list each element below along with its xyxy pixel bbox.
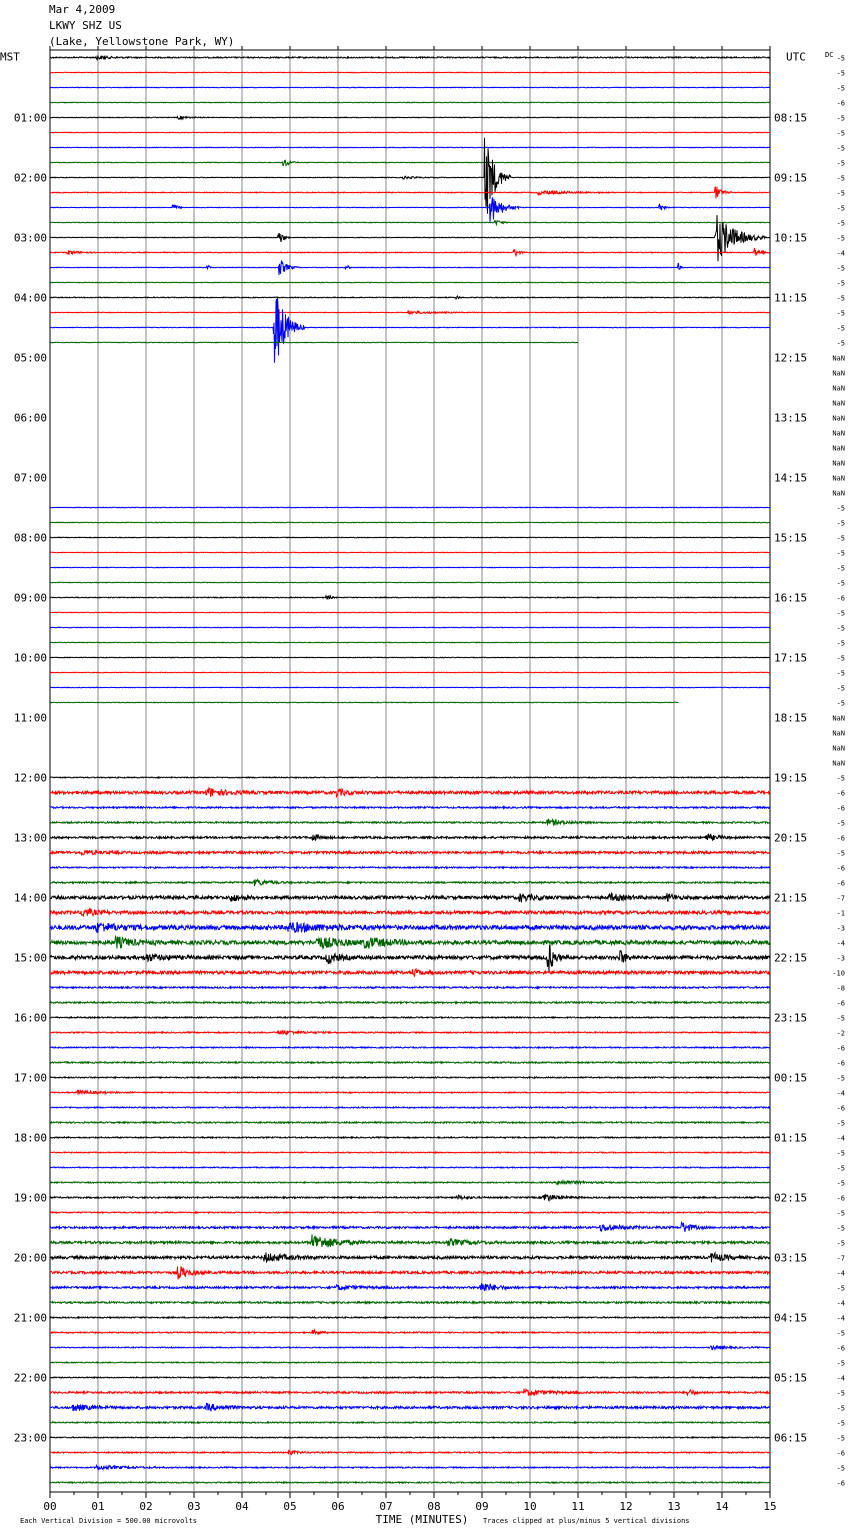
trace-row <box>50 936 770 948</box>
trace-row <box>50 1252 770 1262</box>
utc-hour-label: 17:15 <box>774 651 808 665</box>
utc-hour-label: 03:15 <box>774 1251 808 1265</box>
mst-hour-label: 15:00 <box>13 951 47 965</box>
x-tick-label: 07 <box>379 1500 393 1513</box>
dc-offset-label: -3 <box>836 954 845 963</box>
mst-hour-label: 18:00 <box>13 1131 47 1145</box>
dc-offset-label: -6 <box>836 594 845 603</box>
dc-offset-label: -6 <box>836 1449 845 1458</box>
scale-note: Each Vertical Division = 500.00 microvolts <box>20 1517 198 1525</box>
dc-offset-label: -5 <box>836 1359 845 1368</box>
chart-date: Mar 4,2009 <box>49 3 116 16</box>
trace-row <box>50 1047 770 1048</box>
dc-offset-label: NaN <box>832 759 845 768</box>
dc-offset-label: -7 <box>836 1254 845 1263</box>
trace-row <box>50 1062 770 1063</box>
mst-hour-label: 16:00 <box>13 1011 47 1025</box>
dc-offset-label: -5 <box>836 204 845 213</box>
trace-row <box>50 102 770 103</box>
dc-offset-label: -5 <box>836 1149 845 1158</box>
trace-row <box>50 807 770 809</box>
trace-row <box>50 1222 770 1232</box>
x-tick-label: 09 <box>475 1500 489 1513</box>
dc-offset-label: -6 <box>836 999 845 1008</box>
x-tick-label: 03 <box>187 1500 201 1513</box>
dc-offset-label: -5 <box>836 69 845 78</box>
mst-hour-label: 17:00 <box>13 1071 47 1085</box>
trace-row <box>50 1302 770 1304</box>
dc-offset-label: -5 <box>836 324 845 333</box>
clip-note: Traces clipped at plus/minus 5 vertical divisions <box>483 1517 690 1525</box>
dc-offset-label: NaN <box>832 744 845 753</box>
mst-hour-label: 02:00 <box>13 171 47 185</box>
chart-location: (Lake, Yellowstone Park, WY) <box>49 35 235 48</box>
dc-offset-label: NaN <box>832 414 845 423</box>
utc-hour-label: 14:15 <box>774 471 808 485</box>
dc-offset-label: -5 <box>836 1209 845 1218</box>
trace-row <box>50 1107 770 1108</box>
trace-row <box>50 1090 770 1095</box>
mst-hour-label: 14:00 <box>13 891 47 905</box>
trace-row <box>50 1194 770 1200</box>
dc-offset-label: -8 <box>836 984 845 993</box>
trace-row <box>50 657 770 658</box>
mst-hour-label: 03:00 <box>13 231 47 245</box>
trace-row <box>50 788 770 797</box>
mst-hour-label: 07:00 <box>13 471 47 485</box>
trace-row <box>50 1466 770 1470</box>
dc-offset-label: -5 <box>836 1119 845 1128</box>
dc-offset-label: -5 <box>836 54 845 63</box>
utc-hour-label: 01:15 <box>774 1131 808 1145</box>
utc-hour-label: 23:15 <box>774 1011 808 1025</box>
dc-offset-label: -5 <box>836 669 845 678</box>
utc-hour-label: 09:15 <box>774 171 808 185</box>
trace-row <box>50 1234 770 1247</box>
trace-row <box>50 777 770 778</box>
dc-offset-label: -5 <box>836 1224 845 1233</box>
trace-row <box>50 507 770 508</box>
trace-row <box>50 567 770 568</box>
trace-row <box>50 116 770 119</box>
utc-hour-label: 21:15 <box>774 891 808 905</box>
dc-offset-label: -5 <box>836 1074 845 1083</box>
dc-offset-label: NaN <box>832 399 845 408</box>
trace-row <box>50 1437 770 1438</box>
dc-offset-label: -5 <box>836 849 845 858</box>
trace-row <box>50 1152 770 1153</box>
dc-offset-label: -5 <box>836 1014 845 1023</box>
dc-offset-label: -6 <box>836 1479 845 1488</box>
utc-axis-label: UTC <box>786 50 806 64</box>
mst-hour-label: 10:00 <box>13 651 47 665</box>
trace-row <box>50 72 770 73</box>
x-tick-label: 08 <box>427 1500 441 1513</box>
utc-hour-label: 05:15 <box>774 1371 808 1385</box>
trace-row <box>50 552 770 553</box>
mst-hour-label: 20:00 <box>13 1251 47 1265</box>
trace-row <box>50 297 770 363</box>
trace-row <box>50 1362 770 1363</box>
trace-row <box>50 850 770 855</box>
trace-row <box>50 834 770 840</box>
mst-hour-label: 01:00 <box>13 111 47 125</box>
trace-row <box>50 282 770 283</box>
dc-offset-label: -5 <box>836 1419 845 1428</box>
trace-row <box>50 522 770 523</box>
x-tick-label: 14 <box>715 1500 729 1513</box>
trace-row <box>50 672 770 673</box>
x-tick-label: 01 <box>91 1500 105 1513</box>
dc-offset-label: -5 <box>836 1404 845 1413</box>
trace-row <box>50 1482 770 1483</box>
utc-hour-label: 04:15 <box>774 1311 808 1325</box>
trace-row <box>50 1212 770 1213</box>
mst-hour-label: 11:00 <box>13 711 47 725</box>
trace-row <box>50 160 770 166</box>
dc-offset-label: -5 <box>836 534 845 543</box>
trace-row <box>50 627 770 628</box>
x-tick-label: 12 <box>619 1500 633 1513</box>
utc-hour-label: 11:15 <box>774 291 808 305</box>
dc-offset-label: -6 <box>836 879 845 888</box>
dc-offset-label: -5 <box>836 519 845 528</box>
dc-offset-label: NaN <box>832 729 845 738</box>
trace-row <box>50 1404 770 1412</box>
dc-offset-label: -6 <box>836 1194 845 1203</box>
dc-offset-label: -5 <box>836 309 845 318</box>
trace-row <box>50 687 770 688</box>
dc-offset-label: NaN <box>832 474 845 483</box>
x-axis-title: TIME (MINUTES) <box>375 1513 469 1526</box>
dc-offset-label: -5 <box>836 129 845 138</box>
dc-offset-label: -6 <box>836 1104 845 1113</box>
trace-row <box>50 311 770 314</box>
trace-row <box>50 702 679 703</box>
dc-offset-label: -4 <box>836 939 845 948</box>
dc-offset-label: -5 <box>836 1464 845 1473</box>
trace-row <box>50 296 770 299</box>
trace-row <box>50 819 770 826</box>
utc-hour-label: 10:15 <box>774 231 808 245</box>
dc-offset-label: NaN <box>832 489 845 498</box>
dc-offset-label: -5 <box>836 549 845 558</box>
trace-row <box>50 537 770 538</box>
x-tick-label: 06 <box>331 1500 345 1513</box>
mst-hour-label: 06:00 <box>13 411 47 425</box>
trace-row <box>50 187 770 199</box>
dc-offset-label: -4 <box>836 1089 845 1098</box>
dc-offset-label: -6 <box>836 99 845 108</box>
utc-hour-label: 19:15 <box>774 771 808 785</box>
dc-offset-label: -1 <box>836 909 845 918</box>
dc-offset-label: -5 <box>836 504 845 513</box>
seismic-traces <box>50 56 770 1483</box>
dc-offset-label: NaN <box>832 714 845 723</box>
x-tick-label: 05 <box>283 1500 297 1513</box>
x-tick-label: 10 <box>523 1500 537 1513</box>
trace-row <box>50 969 770 977</box>
plot-frame <box>50 50 770 1492</box>
utc-hour-label: 12:15 <box>774 351 808 365</box>
trace-row <box>50 893 770 902</box>
trace-row <box>50 248 770 256</box>
trace-row <box>50 1283 770 1291</box>
mst-hour-label: 05:00 <box>13 351 47 365</box>
utc-hour-label: 00:15 <box>774 1071 808 1085</box>
trace-row <box>50 261 770 276</box>
mst-hour-label: 13:00 <box>13 831 47 845</box>
dc-offset-label: -5 <box>836 279 845 288</box>
trace-row <box>50 1377 770 1378</box>
dc-offset-label: -5 <box>836 234 845 243</box>
trace-row <box>50 1122 770 1123</box>
dc-offset-label: -4 <box>836 1374 845 1383</box>
dc-offset-label: -5 <box>836 1239 845 1248</box>
dc-offset-label: -10 <box>832 969 845 978</box>
trace-row <box>50 220 770 224</box>
utc-hour-label: 08:15 <box>774 111 808 125</box>
dc-offset-label: -5 <box>836 144 845 153</box>
trace-row <box>50 909 770 917</box>
dc-offset-label: -5 <box>836 114 845 123</box>
dc-offset-label: -5 <box>836 774 845 783</box>
trace-row <box>50 1167 770 1168</box>
utc-hour-label: 06:15 <box>774 1431 808 1445</box>
dc-offset-label: NaN <box>832 354 845 363</box>
dc-offset-label: NaN <box>832 369 845 378</box>
mst-hour-label: 09:00 <box>13 591 47 605</box>
time-grid <box>50 46 770 1498</box>
trace-row <box>50 945 770 972</box>
x-tick-label: 15 <box>763 1500 777 1513</box>
dc-offset-label: NaN <box>832 429 845 438</box>
dc-offset-label: NaN <box>832 384 845 393</box>
dc-header-label: DC <box>825 51 834 59</box>
mst-hour-label: 08:00 <box>13 531 47 545</box>
trace-row <box>50 867 770 868</box>
trace-row <box>50 147 770 148</box>
trace-row <box>50 138 770 214</box>
trace-row <box>50 56 770 60</box>
dc-offset-label: -5 <box>836 189 845 198</box>
dc-offset-label: -5 <box>836 639 845 648</box>
dc-offset-label: -5 <box>836 1329 845 1338</box>
mst-hour-label: 04:00 <box>13 291 47 305</box>
dc-offset-label: -5 <box>836 84 845 93</box>
dc-offset-label: -5 <box>836 264 845 273</box>
mst-hour-label: 21:00 <box>13 1311 47 1325</box>
trace-row <box>50 1017 770 1018</box>
x-tick-label: 02 <box>139 1500 153 1513</box>
dc-offset-label: -5 <box>836 1179 845 1188</box>
dc-offset-label: -5 <box>836 609 845 618</box>
dc-offset-label: -5 <box>836 699 845 708</box>
dc-offset-label: -3 <box>836 924 845 933</box>
trace-row <box>50 1030 770 1034</box>
dc-offset-label: -2 <box>836 1029 845 1038</box>
dc-offset-label: -5 <box>836 219 845 228</box>
trace-row <box>50 987 770 989</box>
trace-row <box>50 642 770 643</box>
trace-row <box>50 1317 770 1318</box>
x-tick-label: 04 <box>235 1500 249 1513</box>
x-tick-label: 00 <box>43 1500 57 1513</box>
trace-row <box>50 1330 770 1334</box>
mst-hour-label: 23:00 <box>13 1431 47 1445</box>
dc-offset-label: -5 <box>836 564 845 573</box>
dc-offset-label: -5 <box>836 684 845 693</box>
trace-row <box>50 87 770 88</box>
dc-offset-label: -5 <box>836 339 845 348</box>
mst-hour-label: 19:00 <box>13 1191 47 1205</box>
dc-offset-label: -4 <box>836 1299 845 1308</box>
dc-offset-label: -6 <box>836 1044 845 1053</box>
dc-offset-label: -5 <box>836 579 845 588</box>
utc-hour-label: 02:15 <box>774 1191 808 1205</box>
x-tick-label: 13 <box>667 1500 681 1513</box>
dc-offset-label: -6 <box>836 864 845 873</box>
dc-offset-label: -5 <box>836 624 845 633</box>
dc-offset-label: -5 <box>836 654 845 663</box>
utc-hour-label: 16:15 <box>774 591 808 605</box>
trace-row <box>50 582 770 583</box>
dc-offset-label: -5 <box>836 1389 845 1398</box>
trace-row <box>50 922 770 933</box>
dc-offset-label: -4 <box>836 249 845 258</box>
trace-row <box>50 1077 770 1078</box>
trace-row <box>50 1451 770 1455</box>
dc-offset-label: -6 <box>836 1344 845 1353</box>
dc-offset-label: -5 <box>836 1164 845 1173</box>
dc-offset-label: -5 <box>836 819 845 828</box>
utc-hour-label: 18:15 <box>774 711 808 725</box>
trace-row <box>50 132 770 133</box>
mst-axis-label: MST <box>0 50 20 64</box>
x-tick-label: 11 <box>571 1500 585 1513</box>
dc-offset-label: NaN <box>832 459 845 468</box>
mst-hour-label: 22:00 <box>13 1371 47 1385</box>
dc-offset-label: -4 <box>836 1269 845 1278</box>
utc-hour-label: 22:15 <box>774 951 808 965</box>
chart-station: LKWY SHZ US <box>49 19 122 32</box>
trace-row <box>50 1181 770 1185</box>
utc-hour-label: 13:15 <box>774 411 808 425</box>
utc-hour-label: 20:15 <box>774 831 808 845</box>
dc-offset-label: -5 <box>836 1434 845 1443</box>
trace-row <box>50 1389 770 1396</box>
trace-row <box>50 596 770 599</box>
trace-row <box>50 1137 770 1138</box>
trace-row <box>50 1422 770 1423</box>
trace-row <box>50 612 770 613</box>
trace-row <box>50 1002 770 1004</box>
dc-offset-label: -7 <box>836 894 845 903</box>
dc-offset-label: -6 <box>836 834 845 843</box>
dc-offset-label: -4 <box>836 1314 845 1323</box>
trace-row <box>50 1346 770 1350</box>
axis-labels <box>0 51 845 1527</box>
mst-hour-label: 12:00 <box>13 771 47 785</box>
trace-row <box>50 197 770 222</box>
dc-offset-label: -5 <box>836 294 845 303</box>
dc-offset-label: -6 <box>836 1059 845 1068</box>
dc-offset-label: -5 <box>836 159 845 168</box>
utc-hour-label: 15:15 <box>774 531 808 545</box>
dc-offset-label: -6 <box>836 789 845 798</box>
trace-row <box>50 879 770 886</box>
dc-offset-label: -5 <box>836 174 845 183</box>
trace-row <box>50 1266 770 1279</box>
trace-row <box>50 342 578 343</box>
dc-offset-label: -5 <box>836 1284 845 1293</box>
dc-offset-label: -4 <box>836 1134 845 1143</box>
dc-offset-label: NaN <box>832 444 845 453</box>
dc-offset-label: -6 <box>836 804 845 813</box>
